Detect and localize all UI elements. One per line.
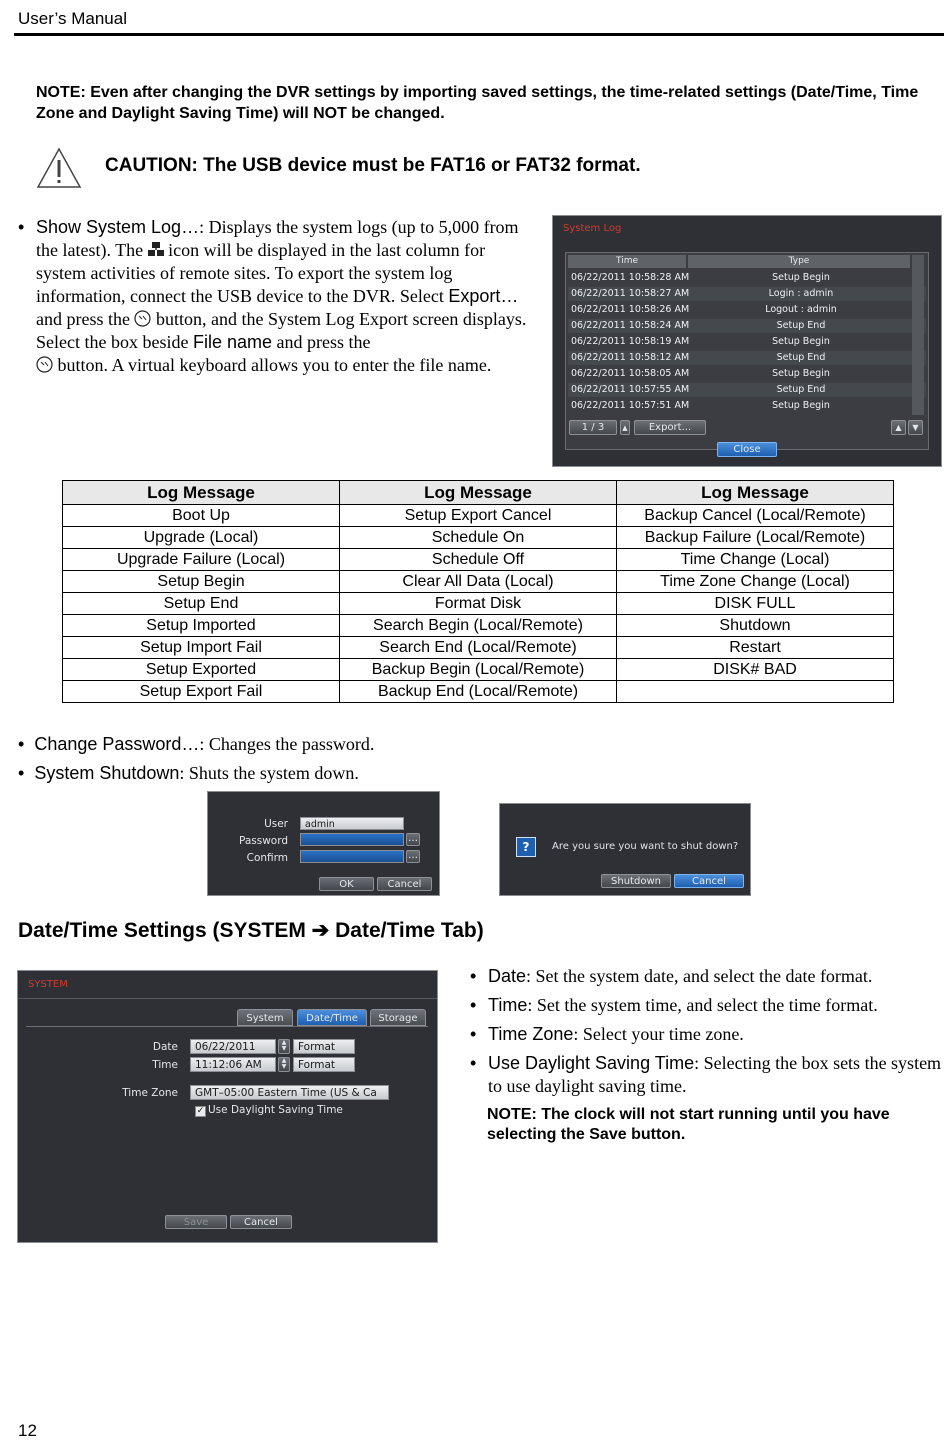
datetime-bullets	[470, 965, 945, 1104]
table-cell: Backup End (Local/Remote)	[340, 681, 617, 703]
dst-label: Use Daylight Saving Time	[208, 1104, 343, 1116]
page-down-icon[interactable]: ▼	[908, 420, 923, 435]
table-cell: Backup Failure (Local/Remote)	[617, 527, 894, 549]
password-input[interactable]	[300, 833, 404, 846]
log-time: 06/22/2011 10:57:51 AM	[571, 400, 690, 411]
table-cell: Restart	[617, 637, 894, 659]
log-type: Login : admin	[768, 288, 834, 299]
remote-site-icon	[148, 242, 164, 257]
close-button[interactable]: Close	[717, 442, 777, 457]
table-cell: Search Begin (Local/Remote)	[340, 615, 617, 637]
change-password-bullet	[18, 733, 618, 756]
note-clock: NOTE: The clock will not start running until you have selecting the Save button.	[487, 1106, 890, 1143]
ok-button[interactable]: OK	[319, 877, 374, 891]
timezone-label: Time Zone	[122, 1087, 178, 1099]
term: Date	[488, 966, 527, 986]
arrow-right-icon: ➔	[311, 919, 330, 942]
date-field[interactable]: 06/22/2011	[190, 1039, 276, 1054]
term: Time Zone	[488, 1024, 574, 1044]
table-cell: Schedule On	[340, 527, 617, 549]
table-cell: Upgrade Failure (Local)	[63, 549, 340, 571]
log-time: 06/22/2011 10:58:12 AM	[571, 352, 690, 363]
header-title: User’s Manual	[18, 9, 127, 28]
table-cell: Shutdown	[617, 615, 894, 637]
tab-storage[interactable]: Storage	[370, 1009, 426, 1026]
shutdown-button[interactable]: Shutdown	[601, 874, 671, 888]
log-time: 06/22/2011 10:58:05 AM	[571, 368, 690, 379]
bullet-dot: •	[18, 217, 25, 237]
text-part: : Displays the system logs (up to 5,000 from the latest). The	[36, 217, 519, 260]
table-row	[63, 549, 894, 571]
date-format-select[interactable]: Format	[293, 1039, 355, 1054]
cancel-button[interactable]: Cancel	[377, 877, 432, 891]
table-cell: Setup Begin	[63, 571, 340, 593]
log-row[interactable]	[568, 303, 926, 317]
bullet-date	[470, 965, 945, 988]
heading-part: Date/Time Settings (SYSTEM	[18, 919, 312, 942]
title-divider	[18, 998, 437, 999]
log-time: 06/22/2011 10:58:24 AM	[571, 320, 690, 331]
syslog-bullet	[18, 216, 528, 377]
log-time: 06/22/2011 10:58:28 AM	[571, 272, 690, 283]
table-cell: DISK# BAD	[617, 659, 894, 681]
bullet-desc: : Set the system date, and select the date format.	[526, 966, 873, 986]
bullet-time-zone	[470, 1023, 945, 1046]
bullet-dot: •	[470, 1053, 477, 1073]
bullet-desc: : Set the system time, and select the time format.	[527, 995, 878, 1015]
table-row	[63, 593, 894, 615]
shutdown-confirm-screen	[499, 803, 751, 896]
table-row	[63, 505, 894, 527]
log-time: 06/22/2011 10:58:26 AM	[571, 304, 690, 315]
save-button[interactable]: Save	[165, 1215, 227, 1229]
table-row	[63, 659, 894, 681]
col-time-header: Time	[568, 255, 686, 268]
text-part: and press the	[36, 309, 135, 329]
time-stepper-icon[interactable]: ▲ ▼	[278, 1057, 290, 1072]
bullet-desc: : Changes the password.	[199, 734, 375, 754]
bullet-desc: : Selecting the box sets the system to use daylight saving time.	[488, 1053, 942, 1096]
confirm-label: Confirm	[246, 852, 288, 864]
page-up-icon[interactable]: ▲	[891, 420, 906, 435]
log-type: Setup Begin	[772, 336, 830, 347]
system-shutdown-bullet	[18, 762, 618, 785]
table-row	[63, 681, 894, 703]
shutdown-question: Are you sure you want to shut down?	[552, 841, 739, 852]
page-number: 12	[18, 1421, 37, 1440]
table-row	[63, 637, 894, 659]
text-part: and press the	[272, 332, 371, 352]
table-row	[63, 571, 894, 593]
text-part: button. A virtual keyboard allows you to enter the file name.	[53, 355, 492, 375]
table-cell: Setup End	[63, 593, 340, 615]
enter-button-icon	[36, 356, 53, 373]
bullet-dot: •	[470, 995, 477, 1015]
time-field[interactable]: 11:12:06 AM	[190, 1057, 276, 1072]
confirm-keyboard-button[interactable]: …	[408, 850, 418, 861]
system-settings-screen	[17, 970, 438, 1243]
table-cell: Time Change (Local)	[617, 549, 894, 571]
table-cell: Clear All Data (Local)	[340, 571, 617, 593]
log-row[interactable]	[568, 351, 926, 365]
system-log-table	[565, 252, 929, 450]
log-row[interactable]	[568, 319, 926, 333]
confirm-input[interactable]	[300, 850, 404, 863]
term: Use Daylight Saving Time	[488, 1053, 695, 1073]
log-time: 06/22/2011 10:58:19 AM	[571, 336, 690, 347]
table-cell: Upgrade (Local)	[63, 527, 340, 549]
term-show-system-log: Show System Log…	[36, 217, 200, 237]
page-stepper-icon[interactable]: ▲	[620, 420, 630, 435]
text-part: icon will be displayed in the last column for system activities of remote sites. To export the system log information, connect the USB device to the DVR. Select	[36, 240, 486, 306]
log-row[interactable]	[568, 287, 926, 301]
table-header-row	[63, 481, 894, 505]
table-cell: Schedule Off	[340, 549, 617, 571]
bullet-time	[470, 994, 945, 1017]
text-part: button, and the System Log Export screen displays. Select the box beside	[36, 309, 527, 352]
table-cell: Backup Cancel (Local/Remote)	[617, 505, 894, 527]
table-cell: Setup Exported	[63, 659, 340, 681]
col-type-header: Type	[688, 255, 910, 268]
tab-system[interactable]: System	[237, 1009, 293, 1026]
log-type: Logout : admin	[765, 304, 837, 315]
date-label: Date	[152, 1041, 178, 1053]
table-cell: DISK FULL	[617, 593, 894, 615]
page-indicator: 1 / 3	[569, 420, 617, 435]
bullet-dot: •	[18, 734, 25, 754]
log-row[interactable]	[568, 271, 926, 285]
log-scrollbar[interactable]	[912, 255, 924, 415]
term-change-password: Change Password…	[34, 734, 200, 754]
user-label: User	[264, 818, 288, 830]
dst-checkbox[interactable]: ✓	[196, 1106, 205, 1116]
table-header: Log Message	[340, 481, 617, 505]
table-cell: Setup Export Fail	[63, 681, 340, 703]
log-type: Setup End	[776, 384, 826, 395]
table-row	[63, 527, 894, 549]
table-cell: Search End (Local/Remote)	[340, 637, 617, 659]
log-type: Setup Begin	[772, 400, 830, 411]
table-cell: Setup Import Fail	[63, 637, 340, 659]
table-cell: Setup Imported	[63, 615, 340, 637]
table-row	[63, 615, 894, 637]
question-icon: ?	[516, 837, 536, 857]
system-title: SYSTEM	[28, 979, 68, 990]
table-cell: Format Disk	[340, 593, 617, 615]
system-log-screen	[552, 215, 942, 467]
term: Time	[488, 995, 528, 1015]
bullet-desc: : Shuts the system down.	[179, 763, 359, 783]
log-type: Setup Begin	[772, 272, 830, 283]
note-time-settings: NOTE: Even after changing the DVR settings by importing saved settings, the time-related settings (Date/Time, Time Zone and Daylight Saving Time) will NOT be changed.	[36, 84, 919, 122]
log-time: 06/22/2011 10:58:27 AM	[571, 288, 690, 299]
log-time: 06/22/2011 10:57:55 AM	[571, 384, 690, 395]
term-system-shutdown: System Shutdown	[34, 763, 180, 783]
table-cell: Backup Begin (Local/Remote)	[340, 659, 617, 681]
table-cell	[617, 681, 894, 703]
tab-divider	[26, 1026, 428, 1027]
log-row[interactable]	[568, 367, 926, 381]
log-message-table	[62, 480, 894, 703]
password-label: Password	[238, 835, 288, 847]
time-label: Time	[152, 1059, 178, 1071]
bullet-dot: •	[18, 763, 25, 783]
enter-button-icon	[134, 310, 151, 327]
log-row[interactable]	[568, 383, 926, 397]
term-file-name: File name	[192, 332, 272, 352]
caution-text: CAUTION: The USB device must be FAT16 or FAT32 format.	[105, 155, 641, 176]
section-heading-datetime	[18, 918, 484, 943]
bullet-desc: : Select your time zone.	[573, 1024, 744, 1044]
tab-datetime[interactable]: Date/Time	[297, 1009, 367, 1026]
system-log-title: System Log	[563, 223, 622, 234]
log-type: Setup Begin	[772, 368, 830, 379]
date-stepper-icon[interactable]: ▲ ▼	[278, 1039, 290, 1054]
log-row[interactable]	[568, 399, 926, 413]
table-cell: Boot Up	[63, 505, 340, 527]
change-password-screen	[207, 791, 440, 896]
table-header: Log Message	[63, 481, 340, 505]
term-export: Export…	[448, 286, 519, 306]
heading-part: Date/Time Tab)	[329, 919, 484, 942]
export-button[interactable]: Export...	[634, 420, 706, 435]
user-select[interactable]: admin	[300, 817, 404, 830]
bullet-dot: •	[470, 1024, 477, 1044]
table-header: Log Message	[617, 481, 894, 505]
log-type: Setup End	[776, 320, 826, 331]
time-format-select[interactable]: Format	[293, 1057, 355, 1072]
cancel-button[interactable]: Cancel	[230, 1215, 292, 1229]
timezone-select[interactable]: GMT–05:00 Eastern Time (US & Ca	[190, 1085, 389, 1100]
bullet-dot: •	[470, 966, 477, 986]
caution-icon	[36, 147, 82, 189]
log-row[interactable]	[568, 335, 926, 349]
password-keyboard-button[interactable]: …	[408, 833, 418, 844]
table-cell: Setup Export Cancel	[340, 505, 617, 527]
table-cell: Time Zone Change (Local)	[617, 571, 894, 593]
log-type: Setup End	[776, 352, 826, 363]
header-rule	[14, 33, 944, 36]
cancel-button[interactable]: Cancel	[674, 874, 744, 888]
bullet-dst	[470, 1052, 945, 1098]
